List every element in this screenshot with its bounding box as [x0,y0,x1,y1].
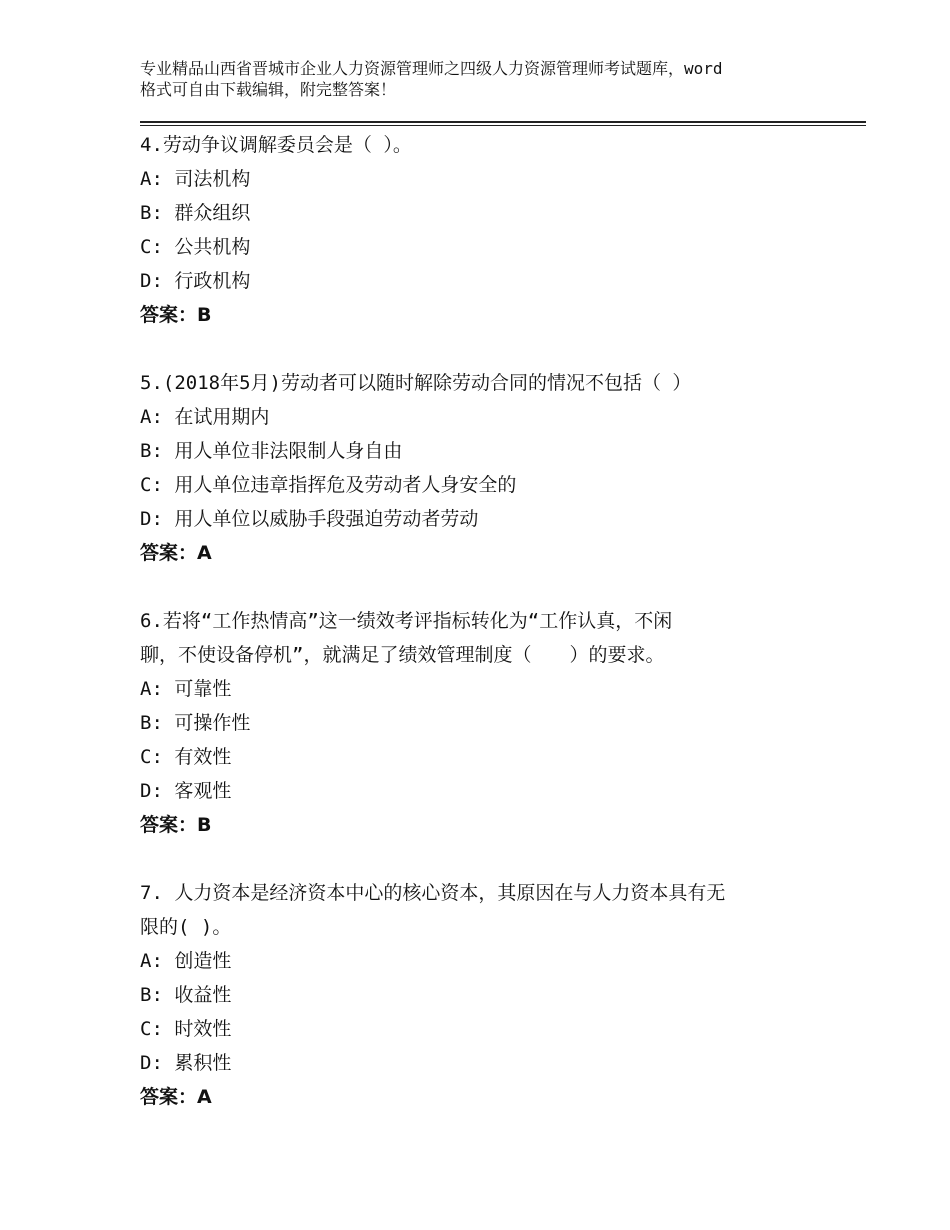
option-b: B: 用人单位非法限制人身自由 [140,440,403,462]
question-text: 4.劳动争议调解委员会是（ ）。 [140,134,412,156]
answer: 答案：B [140,304,212,326]
option-d: D: 行政机构 [140,270,251,292]
answer: 答案：A [140,1086,212,1108]
option-a: A: 在试用期内 [140,406,270,428]
header-line-2: 格式可自由下载编辑，附完整答案！ [140,80,397,99]
option-d: D: 用人单位以威胁手段强迫劳动者劳动 [140,508,479,530]
option-a: A: 司法机构 [140,168,251,190]
option-b: B: 可操作性 [140,712,251,734]
option-d: D: 累积性 [140,1052,232,1074]
option-b: B: 群众组织 [140,202,251,224]
header-divider-thick [140,121,866,123]
option-b: B: 收益性 [140,984,232,1006]
header-divider-thin [140,125,866,126]
option-a: A: 可靠性 [140,678,232,700]
question-7 [140,876,840,1114]
option-c: C: 时效性 [140,1018,232,1040]
question-4 [140,128,840,332]
answer: 答案：A [140,542,212,564]
question-text: 5.(2018年5月)劳动者可以随时解除劳动合同的情况不包括（ ） [140,372,692,394]
answer: 答案：B [140,814,212,836]
question-text-line-1: 7. 人力资本是经济资本中心的核心资本，其原因在与人力资本具有无 [140,882,726,904]
option-c: C: 有效性 [140,746,232,768]
option-c: C: 用人单位违章指挥危及劳动者人身安全的 [140,474,517,496]
option-d: D: 客观性 [140,780,232,802]
option-a: A: 创造性 [140,950,232,972]
header-line-1: 专业精品山西省晋城市企业人力资源管理师之四级人力资源管理师考试题库，word [140,59,723,78]
question-text-line-1: 6.若将“工作热情高”这一绩效考评指标转化为“工作认真，不闲 [140,610,673,632]
question-6 [140,604,840,842]
question-5 [140,366,840,570]
option-c: C: 公共机构 [140,236,251,258]
question-text-line-2: 限的( )。 [140,916,232,938]
document-header [140,58,840,100]
question-list [140,128,840,1148]
question-text-line-2: 聊，不使设备停机”，就满足了绩效管理制度（ ）的要求。 [140,644,665,666]
